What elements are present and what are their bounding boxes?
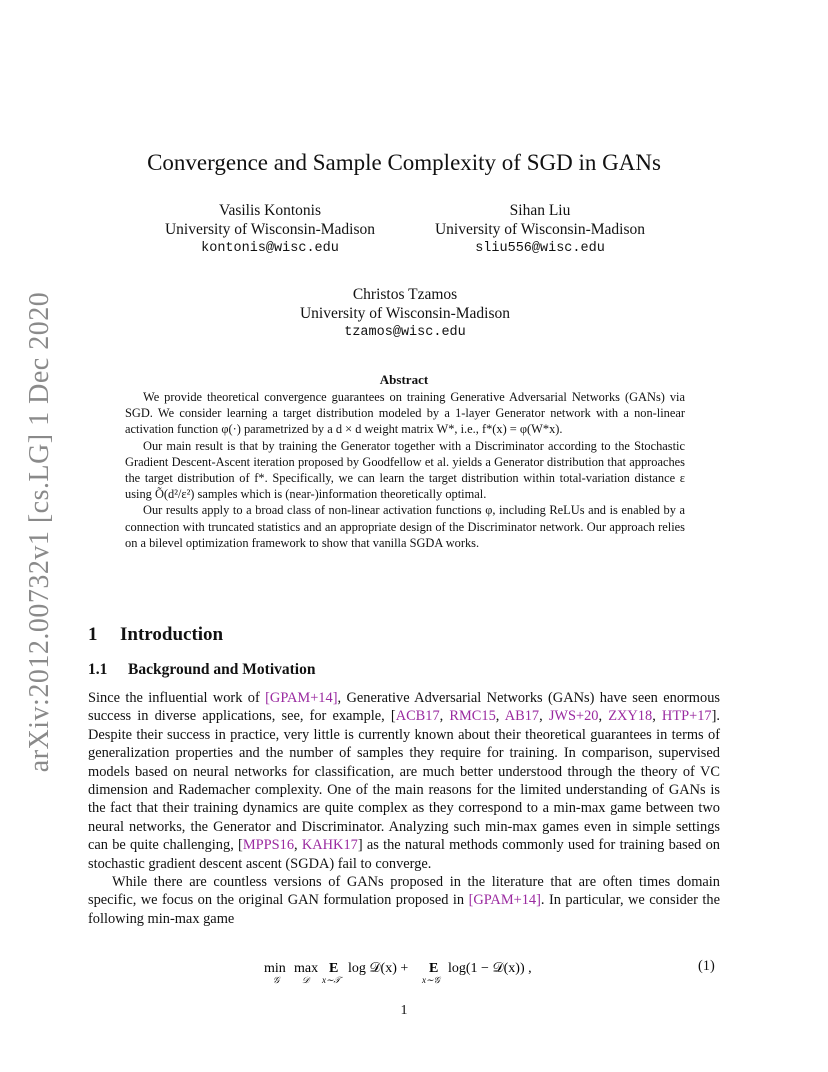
- author-block-2: [420, 201, 660, 258]
- text-run: While there are countless versions of GANs proposed in the literature that are often times domain specific, we focus on the original GAN formulation proposed in: [88, 874, 720, 909]
- abstract-body: [125, 389, 685, 551]
- page-number: 1: [400, 1003, 408, 1018]
- subsection-title: Background and Motivation: [128, 661, 316, 678]
- eq-term-1: log 𝒟(x) +: [348, 961, 409, 976]
- eq-max: max: [294, 961, 319, 976]
- paragraph-1: Since the influential work of [GPAM+14], Generative Adversarial Networks (GANs) have seen enormous success in diverse applications, see, for example, [ACB17, RMC15, AB17, JWS+20, ZXY18, HTP+17]. Despite their success in practice, very little is currently known about their theoretical guarantees in terms of generalization properties and the number of samples they require for training. In comparison, supervised models based on neural networks for classification, are much better understood through the theory of VC dimension and Rademacher complexity. One of the main reasons for the limited understanding of GANs is the fact that their training dynamics are quite complex as they correspond to a min-max game between two neural networks, the Generator and Discriminator. Analyzing such min-max games even in simple settings can be quite challenging, [MPPS16, KAHK17] as the natural methods commonly used for training based on stochastic gradient descent ascent (SGDA) fail to converge.: [88, 690, 721, 872]
- eq-expectation-2: E: [429, 961, 439, 976]
- citation-link[interactable]: AB17: [504, 708, 540, 725]
- author-affiliation: University of Wisconsin-Madison: [434, 221, 646, 238]
- text-run: . In particular, we consider the following min-max game: [88, 892, 720, 927]
- author-block-3: [285, 285, 525, 342]
- text-run: , Generative Adversarial Networks (GANs) have seen enormous success in diverse applications, see, for example, [: [88, 690, 720, 725]
- paragraph-2: [88, 873, 720, 928]
- subsection-heading-background: [88, 661, 315, 679]
- citation-link[interactable]: [GPAM+14]: [468, 892, 541, 909]
- section-number: 1: [88, 624, 98, 645]
- citation-link[interactable]: JWS+20: [548, 708, 599, 725]
- author-affiliation: University of Wisconsin-Madison: [299, 305, 511, 322]
- author-affiliation: University of Wisconsin-Madison: [164, 221, 376, 238]
- citation-link[interactable]: KAHK17: [301, 837, 358, 854]
- author-name: Sihan Liu: [509, 202, 571, 219]
- citation-link[interactable]: ACB17: [395, 708, 440, 725]
- author-name: Christos Tzamos: [352, 286, 458, 303]
- eq-min-sub: 𝒢: [273, 975, 280, 985]
- equation-number: (1): [698, 958, 715, 974]
- eq-term-2: log(1 − 𝒟(x)) ,: [448, 961, 532, 976]
- author-block-1: [150, 201, 390, 258]
- eq-min: min: [264, 961, 286, 976]
- section-heading-introduction: [88, 624, 223, 646]
- abstract-paragraph-1: We provide theoretical convergence guarantees on training Generative Adversarial Networks (GANs) via SGD. We consider learning a target distribution modeled by a 1-layer Generator network with a non-linear activation function φ(·) parametrized by a d × d weight matrix W*, i.e., f*(x) = φ(W*x).: [125, 390, 685, 437]
- author-email[interactable]: tzamos@wisc.edu: [344, 325, 466, 340]
- text-run: Since the influential work of: [88, 690, 266, 706]
- abstract-heading: Abstract: [379, 372, 429, 387]
- author-email[interactable]: sliu556@wisc.edu: [475, 241, 605, 256]
- citation-link[interactable]: [GPAM+14]: [265, 690, 338, 706]
- arxiv-stamp: arXiv:2012.00732v1 [cs.LG] 1 Dec 2020: [24, 291, 55, 773]
- citation-link[interactable]: ZXY18: [608, 708, 653, 725]
- citation-link[interactable]: MPPS16: [242, 837, 295, 854]
- equation-1: [262, 958, 562, 988]
- abstract-paragraph-3: Our results apply to a broad class of non-linear activation functions φ, including ReLUs and is enabled by a connection with truncated statistics and an appropriate design of the Discriminator network. Our approach relies on a bilevel optimization framework to show that vanilla SGDA works.: [125, 503, 685, 550]
- subsection-number: 1.1: [88, 661, 108, 678]
- text-run: ] as the natural methods commonly used for training based on stochastic gradient descent ascent (SGDA) fail to converge.: [88, 837, 720, 872]
- author-name: Vasilis Kontonis: [218, 202, 322, 219]
- paper-title: Convergence and Sample Complexity of SGD in GANs: [147, 150, 661, 175]
- eq-expectation-1-sub: x∼𝒯: [322, 975, 341, 985]
- section-title: Introduction: [120, 624, 224, 645]
- introduction-body: [88, 689, 720, 928]
- author-email[interactable]: kontonis@wisc.edu: [201, 241, 339, 256]
- eq-expectation-2-sub: x∼𝒢: [422, 975, 440, 985]
- eq-expectation-1: E: [329, 961, 339, 976]
- citation-link[interactable]: HTP+17: [661, 708, 712, 725]
- abstract-paragraph-2: Our main result is that by training the Generator together with a Discriminator according to the Stochastic Gradient Descent-Ascent iteration proposed by Goodfellow et al. yields a Generator distribution that approaches the target distribution of f*. Specifically, we can learn the target distribution within total-variation distance ε using Õ(d²/ε²) samples which is (near-)information theoretically optimal.: [125, 438, 685, 502]
- text-run: ]. Despite their success in practice, very little is currently known about their theoretical guarantees in terms of generalization properties and the number of samples they require for training. In comparison, supervised models based on neural networks for classification, are much better understood through the theory of VC dimension and Rademacher complexity. One of the main reasons for the limited understanding of GANs is the fact that their training dynamics are quite complex as they correspond to a min-max game between two neural networks, the Generator and Discriminator. Analyzing such min-max games even in simple settings can be quite challenging, [: [88, 708, 721, 854]
- eq-max-sub: 𝒟: [302, 975, 310, 985]
- citation-link[interactable]: RMC15: [449, 708, 496, 725]
